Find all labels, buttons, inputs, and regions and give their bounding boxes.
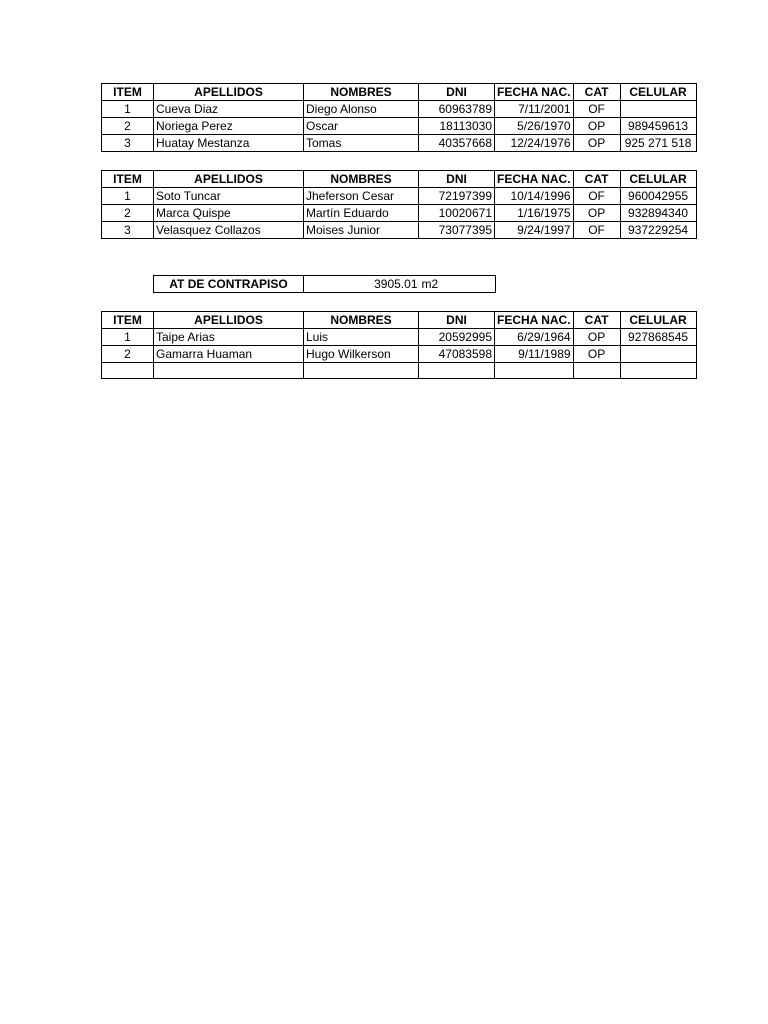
cell-fecha-nac: 12/24/1976 bbox=[495, 135, 574, 152]
cell-apellidos: Cueva Diaz bbox=[154, 101, 304, 118]
table-row bbox=[102, 205, 697, 222]
header-fecha-nac: FECHA NAC. bbox=[495, 171, 574, 188]
cell-cat: OP bbox=[573, 346, 620, 363]
cell-item: 1 bbox=[102, 329, 154, 346]
cell-celular: 937229254 bbox=[620, 222, 696, 239]
header-item: ITEM bbox=[102, 171, 154, 188]
cell-item bbox=[102, 363, 154, 379]
cell-cat: OP bbox=[573, 118, 620, 135]
area-summary bbox=[153, 275, 496, 293]
cell-fecha-nac: 5/26/1970 bbox=[495, 118, 574, 135]
table-row bbox=[102, 329, 697, 346]
header-dni: DNI bbox=[419, 84, 495, 101]
header-cat: CAT bbox=[573, 171, 620, 188]
header-apellidos: APELLIDOS bbox=[154, 171, 304, 188]
header-celular: CELULAR bbox=[620, 171, 696, 188]
cell-celular: 925 271 518 bbox=[620, 135, 696, 152]
cell-nombres: Diego Alonso bbox=[304, 101, 419, 118]
cell-nombres: Oscar bbox=[304, 118, 419, 135]
cell-fecha-nac: 7/11/2001 bbox=[495, 101, 574, 118]
table-row bbox=[102, 363, 697, 379]
cell-celular: 989459613 bbox=[620, 118, 696, 135]
cell-dni bbox=[419, 363, 495, 379]
cell-dni: 47083598 bbox=[419, 346, 495, 363]
cell-apellidos: Noriega Perez bbox=[154, 118, 304, 135]
cell-celular: 927868545 bbox=[620, 329, 696, 346]
header-row bbox=[102, 84, 697, 101]
cell-apellidos: Soto Tuncar bbox=[154, 188, 304, 205]
cell-nombres: Luis bbox=[304, 329, 419, 346]
cell-cat bbox=[573, 363, 620, 379]
cell-dni: 40357668 bbox=[419, 135, 495, 152]
table-row bbox=[102, 135, 697, 152]
header-row bbox=[102, 171, 697, 188]
cell-celular: 960042955 bbox=[620, 188, 696, 205]
header-item: ITEM bbox=[102, 312, 154, 329]
cell-fecha-nac: 9/24/1997 bbox=[495, 222, 574, 239]
cell-item: 3 bbox=[102, 222, 154, 239]
cell-nombres: Martín Eduardo bbox=[304, 205, 419, 222]
header-item: ITEM bbox=[102, 84, 154, 101]
cell-nombres: Jheferson Cesar bbox=[304, 188, 419, 205]
cell-item: 2 bbox=[102, 118, 154, 135]
cell-cat: OF bbox=[573, 222, 620, 239]
workers-table-2 bbox=[101, 170, 697, 239]
cell-dni: 10020671 bbox=[419, 205, 495, 222]
header-row bbox=[102, 312, 697, 329]
header-nombres: NOMBRES bbox=[304, 84, 419, 101]
cell-cat: OF bbox=[573, 188, 620, 205]
area-value: 3905.01 bbox=[304, 276, 420, 293]
cell-dni: 18113030 bbox=[419, 118, 495, 135]
cell-item: 1 bbox=[102, 101, 154, 118]
cell-apellidos bbox=[154, 363, 304, 379]
header-nombres: NOMBRES bbox=[304, 171, 419, 188]
cell-item: 2 bbox=[102, 205, 154, 222]
cell-apellidos: Huatay Mestanza bbox=[154, 135, 304, 152]
header-fecha-nac: FECHA NAC. bbox=[495, 312, 574, 329]
cell-apellidos: Taipe Arias bbox=[154, 329, 304, 346]
table-row bbox=[102, 346, 697, 363]
cell-dni: 73077395 bbox=[419, 222, 495, 239]
cell-nombres: Moises Junior bbox=[304, 222, 419, 239]
cell-fecha-nac: 10/14/1996 bbox=[495, 188, 574, 205]
area-unit: m2 bbox=[420, 276, 496, 293]
cell-dni: 72197399 bbox=[419, 188, 495, 205]
header-celular: CELULAR bbox=[620, 84, 696, 101]
cell-celular bbox=[620, 101, 696, 118]
header-apellidos: APELLIDOS bbox=[154, 84, 304, 101]
area-label: AT DE CONTRAPISO bbox=[154, 276, 304, 293]
header-nombres: NOMBRES bbox=[304, 312, 419, 329]
cell-celular bbox=[620, 346, 696, 363]
cell-cat: OP bbox=[573, 329, 620, 346]
header-dni: DNI bbox=[419, 312, 495, 329]
cell-nombres bbox=[304, 363, 419, 379]
cell-dni: 60963789 bbox=[419, 101, 495, 118]
header-celular: CELULAR bbox=[620, 312, 696, 329]
workers-table-1 bbox=[101, 83, 697, 152]
cell-nombres: Tomas bbox=[304, 135, 419, 152]
header-apellidos: APELLIDOS bbox=[154, 312, 304, 329]
cell-apellidos: Gamarra Huaman bbox=[154, 346, 304, 363]
header-cat: CAT bbox=[573, 312, 620, 329]
cell-cat: OF bbox=[573, 101, 620, 118]
cell-dni: 20592995 bbox=[419, 329, 495, 346]
cell-cat: OP bbox=[573, 205, 620, 222]
table-row bbox=[102, 188, 697, 205]
cell-celular bbox=[620, 363, 696, 379]
cell-apellidos: Velasquez Collazos bbox=[154, 222, 304, 239]
cell-fecha-nac: 1/16/1975 bbox=[495, 205, 574, 222]
table-row bbox=[102, 101, 697, 118]
workers-table-3 bbox=[101, 311, 697, 379]
cell-cat: OP bbox=[573, 135, 620, 152]
cell-item: 2 bbox=[102, 346, 154, 363]
header-fecha-nac: FECHA NAC. bbox=[495, 84, 574, 101]
header-cat: CAT bbox=[573, 84, 620, 101]
cell-fecha-nac: 6/29/1964 bbox=[495, 329, 574, 346]
cell-item: 3 bbox=[102, 135, 154, 152]
cell-nombres: Hugo Wilkerson bbox=[304, 346, 419, 363]
table-row bbox=[102, 118, 697, 135]
table-row bbox=[102, 222, 697, 239]
cell-fecha-nac bbox=[495, 363, 574, 379]
cell-celular: 932894340 bbox=[620, 205, 696, 222]
cell-item: 1 bbox=[102, 188, 154, 205]
cell-fecha-nac: 9/11/1989 bbox=[495, 346, 574, 363]
cell-apellidos: Marca Quispe bbox=[154, 205, 304, 222]
header-dni: DNI bbox=[419, 171, 495, 188]
